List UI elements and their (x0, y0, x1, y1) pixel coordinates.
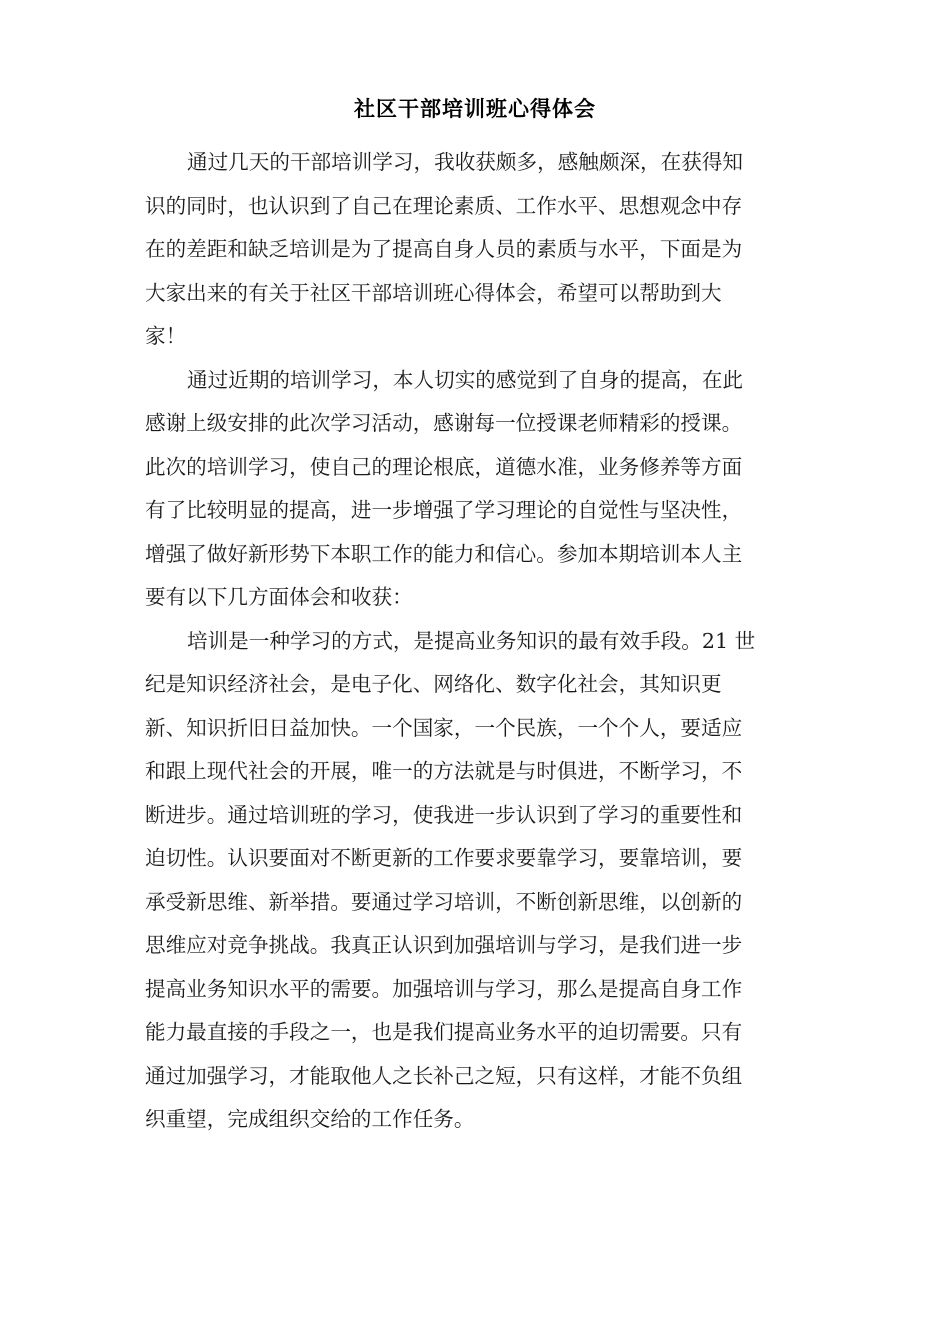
paragraph-line: 有了比较明显的提高，进一步增强了学习理论的自觉性与坚决性， (145, 498, 743, 522)
paragraph-line: 增强了做好新形势下本职工作的能力和信心。参加本期培训本人主 (145, 541, 743, 566)
paragraph-line: 织重望，完成组织交给的工作任务。 (145, 1107, 475, 1131)
paragraph-line: 要有以下几方面体会和收获： (145, 585, 413, 609)
paragraph-line: 提高业务知识水平的需要。加强培训与学习，那么是提高自身工作 (145, 976, 743, 1001)
document-body (145, 141, 801, 1142)
paragraph-line: 此次的培训学习，使自己的理论根底，道德水准，业务修养等方面 (145, 454, 743, 479)
paragraph-line: 思维应对竞争挑战。我真正认识到加强培训与学习，是我们进一步 (145, 933, 743, 957)
paragraph-line: 识的同时，也认识到了自己在理论素质、工作水平、思想观念中存 (145, 193, 743, 218)
document-title: 社区干部培训班心得体会 (354, 97, 596, 121)
paragraph-line: 承受新思维、新举措。要通过学习培训，不断创新思维，以创新的 (145, 889, 743, 914)
paragraph-line: 断进步。通过培训班的学习，使我进一步认识到了学习的重要性和 (145, 802, 743, 827)
paragraph-line: 感谢上级安排的此次学习活动，感谢每一位授课老师精彩的授课。 (145, 411, 743, 435)
paragraph-first-line: 培训是一种学习的方式，是提高业务知识的最有效手段。21 世 (187, 628, 756, 653)
paragraph-line: 能力最直接的手段之一，也是我们提高业务水平的迫切需要。只有 (145, 1020, 743, 1044)
paragraph-line: 通过加强学习，才能取他人之长补己之短，只有这样，才能不负组 (145, 1063, 743, 1088)
paragraph-line: 和跟上现代社会的开展，唯一的方法就是与时俱进，不断学习，不 (145, 759, 743, 783)
paragraph-line: 大家出来的有关于社区干部培训班心得体会，希望可以帮助到大 (145, 280, 722, 305)
paragraph-first-line: 通过近期的培训学习，本人切实的感觉到了自身的提高，在此 (187, 367, 744, 392)
paragraph-line: 纪是知识经济社会，是电子化、网络化、数字化社会，其知识更 (145, 672, 722, 696)
paragraph-line: 迫切性。认识要面对不断更新的工作要求要靠学习，要靠培训，要 (145, 846, 743, 870)
paragraph-line: 新、知识折旧日益加快。一个国家，一个民族，一个个人，要适应 (145, 715, 743, 740)
paragraph-line: 在的差距和缺乏培训是为了提高自身人员的素质与水平，下面是为 (145, 237, 743, 261)
paragraph-line: 家！ (145, 324, 187, 348)
paragraph-first-line: 通过几天的干部培训学习，我收获颇多，感触颇深，在获得知 (187, 150, 744, 174)
